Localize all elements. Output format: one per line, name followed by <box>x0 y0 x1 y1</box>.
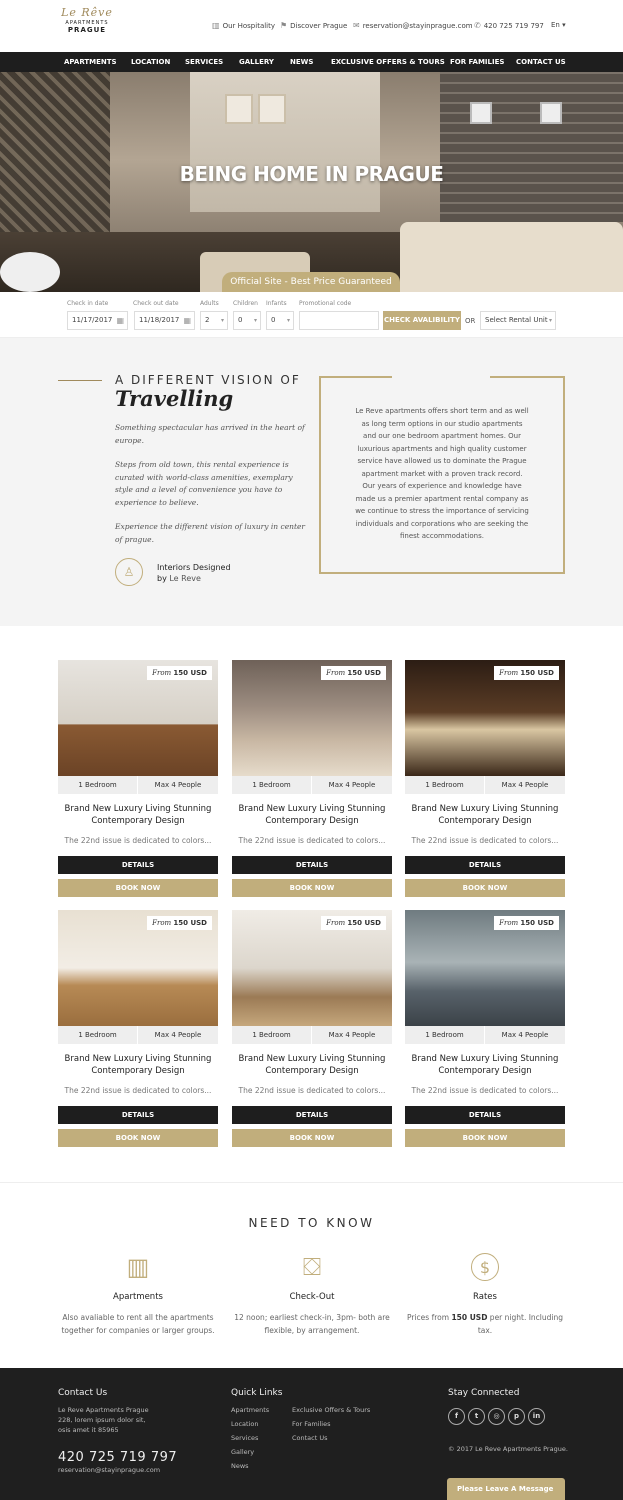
details-button[interactable]: DETAILS <box>232 856 392 874</box>
price-from: From <box>152 669 172 677</box>
infants-value: 0 <box>271 316 276 324</box>
infants-select[interactable] <box>266 311 294 330</box>
footer-quick-title: Quick Links <box>231 1388 283 1398</box>
ntk-rates-price: 150 USD <box>451 1313 488 1322</box>
apartment-desc: The 22nd issue is dedicated to colors... <box>64 1086 212 1095</box>
price-value: 150 USD <box>347 919 381 927</box>
details-button[interactable]: DETAILS <box>405 1106 565 1124</box>
address-line: osis amet it 85965 <box>58 1426 119 1434</box>
checkin-label: Check in date <box>67 300 109 307</box>
apartment-title[interactable]: Brand New Luxury Living Stunning Contemporary Design <box>238 804 386 826</box>
booking-bar <box>0 292 623 338</box>
hero-sofa <box>400 222 623 292</box>
lamp-icon: ♙ <box>115 558 143 586</box>
hero-frame <box>225 94 253 124</box>
address-line: 228, lorem ipsum dolor sit, <box>58 1416 146 1424</box>
nav-gallery[interactable]: GALLERY <box>239 58 274 66</box>
leave-message-button[interactable]: Please Leave A Message <box>447 1478 565 1500</box>
book-now-button[interactable]: BOOK NOW <box>58 1129 218 1147</box>
bedrooms: 1 Bedroom <box>58 1026 138 1044</box>
footer-link-location[interactable]: Location <box>231 1420 259 1428</box>
ntk-rates-text <box>405 1311 565 1337</box>
apartment-meta <box>58 1026 218 1044</box>
top-header <box>0 0 623 52</box>
facebook-icon[interactable]: f <box>448 1408 465 1425</box>
max-people: Max 4 People <box>154 1031 202 1039</box>
calendar-icon: ▦ <box>183 316 191 325</box>
twitter-icon[interactable]: t <box>468 1408 485 1425</box>
apartment-meta <box>232 776 392 794</box>
apartment-title[interactable]: Brand New Luxury Living Stunning Contemporary Design <box>64 804 212 826</box>
ntk-apartments-text: Also avaliable to rent all the apartments together for companies or larger groups. <box>61 1313 215 1335</box>
main-nav <box>0 52 623 72</box>
bedrooms: 1 Bedroom <box>232 776 312 794</box>
ntk-checkout-title: Check-Out <box>289 1292 335 1302</box>
nav-contact[interactable]: CONTACT US <box>516 58 566 66</box>
price-tag <box>494 916 559 930</box>
checkin-value: 11/17/2017 <box>72 316 113 324</box>
envelope-icon: ✉ <box>353 21 360 30</box>
details-button[interactable]: DETAILS <box>405 856 565 874</box>
footer-link-families[interactable]: For Families <box>292 1420 331 1428</box>
price-tag <box>321 666 386 680</box>
flag-icon: ⚑ <box>280 21 288 30</box>
logo-sub: APARTMENTS <box>65 20 109 26</box>
hero-banner <box>0 72 623 292</box>
apartment-meta <box>58 776 218 794</box>
footer-link-apartments[interactable]: Apartments <box>231 1406 270 1414</box>
max-people: Max 4 People <box>154 781 202 789</box>
footer-link-gallery[interactable]: Gallery <box>231 1448 255 1456</box>
chevron-down-icon: ▾ <box>220 317 224 324</box>
discover-prague-link[interactable] <box>280 21 347 30</box>
check-availability-button[interactable]: CHECK AVALIBILITY <box>383 311 461 330</box>
price-tag <box>321 916 386 930</box>
details-button[interactable]: DETAILS <box>58 856 218 874</box>
nav-services[interactable]: SERVICES <box>185 58 224 66</box>
children-select[interactable] <box>233 311 261 330</box>
children-label: Children <box>233 300 258 307</box>
footer <box>0 1368 623 1500</box>
footer-link-news[interactable]: News <box>231 1462 249 1470</box>
book-now-button[interactable]: BOOK NOW <box>405 879 565 897</box>
vision-box-gap <box>392 374 490 378</box>
apartment-desc: The 22nd issue is dedicated to colors... <box>238 1086 386 1095</box>
checkin-field[interactable] <box>67 311 128 330</box>
hospitality-label: Our Hospitality <box>222 22 276 30</box>
children-value: 0 <box>238 316 243 324</box>
bedrooms: 1 Bedroom <box>405 1026 485 1044</box>
apartment-desc: The 22nd issue is dedicated to colors... <box>411 836 559 845</box>
max-people: Max 4 People <box>501 781 549 789</box>
language-label: En ▾ <box>551 21 566 29</box>
ntk-rates-post: per night. Including tax. <box>477 1313 563 1335</box>
language-select[interactable] <box>551 21 566 29</box>
need-to-know-title: NEED TO KNOW <box>248 1216 375 1230</box>
price-value: 150 USD <box>520 669 554 677</box>
hero-frame <box>540 102 562 124</box>
chevron-down-icon: ▾ <box>253 317 257 324</box>
apartment-desc: The 22nd issue is dedicated to colors... <box>411 1086 559 1095</box>
phone-link[interactable] <box>474 21 544 30</box>
checkout-value: 11/18/2017 <box>139 316 180 324</box>
checkout-field[interactable] <box>134 311 195 330</box>
footer-link-services[interactable]: Services <box>231 1434 259 1442</box>
book-now-button[interactable]: BOOK NOW <box>405 1129 565 1147</box>
email-label: reservation@stayinprague.com <box>362 22 473 30</box>
copyright: © 2017 Le Reve Apartments Prague. <box>448 1445 568 1453</box>
email-link[interactable] <box>353 21 473 30</box>
vision-heading: Travelling <box>115 386 234 411</box>
book-now-button[interactable]: BOOK NOW <box>232 1129 392 1147</box>
details-button[interactable]: DETAILS <box>58 1106 218 1124</box>
or-text: OR <box>465 317 476 325</box>
nav-news[interactable]: NEWS <box>290 58 314 66</box>
hero-badge: Official Site - Best Price Guaranteed <box>222 272 400 292</box>
price-from: From <box>499 919 519 927</box>
nav-families[interactable]: FOR FAMILIES <box>450 58 505 66</box>
apartment-desc: The 22nd issue is dedicated to colors... <box>238 836 386 845</box>
footer-contact-title: Contact Us <box>58 1388 108 1398</box>
footer-phone[interactable]: 420 725 719 797 <box>58 1450 178 1465</box>
hero-table <box>0 252 60 292</box>
building-icon: ▥ <box>212 21 220 30</box>
interiors-by: by <box>157 574 167 583</box>
ntk-checkout-text: 12 noon; earliest check-in, 3pm- both are flexible, by arrangement. <box>234 1313 390 1335</box>
chevron-down-icon: ▾ <box>548 317 552 324</box>
chevron-down-icon: ▾ <box>286 317 290 324</box>
vision-paragraph-1: Something spectacular has arrived in the heart of europe. <box>115 423 305 445</box>
book-now-button[interactable]: BOOK NOW <box>232 879 392 897</box>
logo-script: Le Rêve <box>61 6 113 19</box>
price-value: 150 USD <box>520 919 554 927</box>
footer-address <box>58 1405 149 1435</box>
apartment-meta <box>232 1026 392 1044</box>
hero-wall <box>190 72 380 212</box>
interiors-line: Interiors Designed <box>157 563 231 572</box>
footer-link-offers[interactable]: Exclusive Offers & Tours <box>292 1406 371 1414</box>
apartment-title[interactable]: Brand New Luxury Living Stunning Contemporary Design <box>64 1054 212 1076</box>
apartment-title[interactable]: Brand New Luxury Living Stunning Contemporary Design <box>238 1054 386 1076</box>
checkout-label: Check out date <box>133 300 179 307</box>
apartment-title[interactable]: Brand New Luxury Living Stunning Contemporary Design <box>411 804 559 826</box>
hero-stone-wall <box>440 72 623 222</box>
ntk-rates-title: Rates <box>473 1292 497 1302</box>
vision-paragraph-3: Experience the different vision of luxury in center of prague. <box>115 522 305 544</box>
vision-rule <box>58 380 102 381</box>
ntk-rates-pre: Prices from <box>407 1313 452 1322</box>
vision-kicker: A DIFFERENT VISION OF <box>115 373 301 387</box>
phone-label: 420 725 719 797 <box>483 22 544 30</box>
pinterest-icon[interactable]: p <box>508 1408 525 1425</box>
linkedin-icon[interactable]: in <box>528 1408 545 1425</box>
apartment-title[interactable]: Brand New Luxury Living Stunning Contemporary Design <box>411 1054 559 1076</box>
nav-apartments[interactable]: APARTMENTS <box>64 58 117 66</box>
max-people: Max 4 People <box>328 1031 376 1039</box>
price-from: From <box>326 919 346 927</box>
section-divider <box>0 1182 623 1183</box>
price-tag <box>147 916 212 930</box>
price-tag <box>147 666 212 680</box>
ntk-apartments-title: Apartments <box>113 1292 163 1302</box>
infants-label: Infants <box>266 300 287 307</box>
hero-frame <box>470 102 492 124</box>
apartment-meta <box>405 1026 565 1044</box>
address-line: Le Reve Apartments Prague <box>58 1406 149 1414</box>
price-from: From <box>499 669 519 677</box>
logo-city: PRAGUE <box>67 26 107 34</box>
rental-unit-select[interactable] <box>480 311 556 330</box>
max-people: Max 4 People <box>328 781 376 789</box>
price-from: From <box>152 919 172 927</box>
adults-value: 2 <box>205 316 210 324</box>
hospitality-link[interactable] <box>212 21 275 30</box>
max-people: Max 4 People <box>501 1031 549 1039</box>
nav-location[interactable]: LOCATION <box>131 58 171 66</box>
price-value: 150 USD <box>347 669 381 677</box>
apartment-meta <box>405 776 565 794</box>
interiors-brand: Le Reve <box>169 574 201 583</box>
book-now-button[interactable]: BOOK NOW <box>58 879 218 897</box>
adults-label: Adults <box>200 300 219 307</box>
bedrooms: 1 Bedroom <box>405 776 485 794</box>
bedrooms: 1 Bedroom <box>232 1026 312 1044</box>
price-value: 150 USD <box>173 919 207 927</box>
vision-section <box>0 338 623 626</box>
bedrooms: 1 Bedroom <box>58 776 138 794</box>
price-value: 150 USD <box>173 669 207 677</box>
hero-frame <box>258 94 286 124</box>
details-button[interactable]: DETAILS <box>232 1106 392 1124</box>
nav-offers[interactable]: EXCLUSIVE OFFERS & TOURS <box>331 58 445 66</box>
interiors-credit <box>157 562 231 584</box>
promo-label: Promotional code <box>299 300 352 307</box>
vision-box-text: Le Reve apartments offers short term and as well as long term options in our studio apartments and our one bedroom apartment homes. Our luxurious apartments and high quality customer service have allowed us to dominate the Prague apartment market with a proven track record. Our years of experience and knowledge have made us a premier apartment rental company as we continue to stress the importance of servicing individuals and corporations who are seeking the finest accommodations. <box>355 407 529 540</box>
price-from: From <box>326 669 346 677</box>
luggage-icon: ⛋ <box>302 1253 322 1281</box>
dollar-icon: $ <box>471 1253 499 1281</box>
discover-prague-label: Discover Prague <box>290 22 348 30</box>
rental-unit-value: Select Rental Unit <box>485 316 548 324</box>
apartment-desc: The 22nd issue is dedicated to colors... <box>64 836 212 845</box>
footer-stay-title: Stay Connected <box>448 1388 520 1398</box>
hero-title: BEING HOME IN PRAGUE <box>179 162 444 186</box>
vision-paragraph-2: Steps from old town, this rental experience is curated with world-class amenities, exemplary style and a level of convenience you have to experience to believe. <box>115 460 293 507</box>
buildings-icon: ▥ <box>126 1253 150 1281</box>
calendar-icon: ▦ <box>116 316 124 325</box>
phone-icon: ✆ <box>474 21 481 30</box>
adults-select[interactable] <box>200 311 228 330</box>
logo[interactable] <box>58 6 116 52</box>
price-tag <box>494 666 559 680</box>
promo-input[interactable] <box>299 311 379 330</box>
footer-email[interactable]: reservation@stayinprague.com <box>58 1466 161 1474</box>
instagram-icon[interactable]: ◎ <box>488 1408 505 1425</box>
footer-link-contact[interactable]: Contact Us <box>292 1434 328 1442</box>
